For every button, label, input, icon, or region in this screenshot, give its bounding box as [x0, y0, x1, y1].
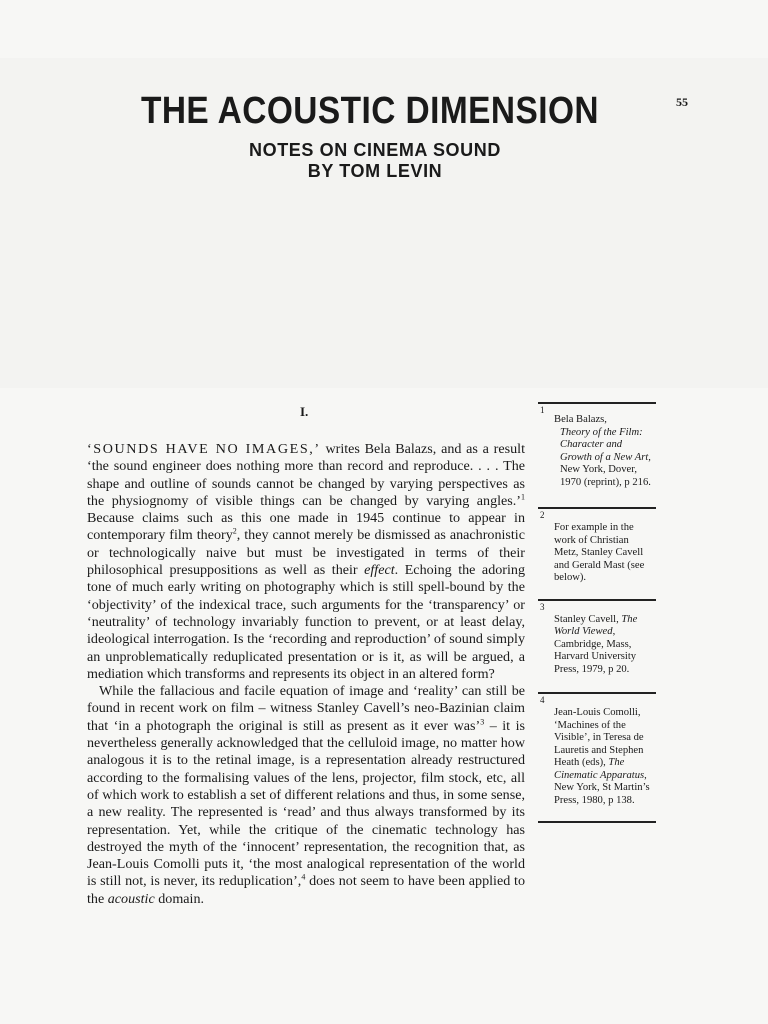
article-title: THE ACOUSTIC DIMENSION [140, 90, 600, 132]
footnote-1 [538, 404, 656, 507]
footnote-text: For example in the work of Christian Metz, Stanley Cavell and Gerald Mast (see below). [554, 522, 645, 583]
paragraph-1-text-d: . Echoing the adoring tone of much early writing on photography which is still spell-bound by the ‘objectivity’ of the indexical trace, such arguments for the ‘transparency’ or ‘neutrality’ of technology invariably function to prevent, or at least delay, ideological interrogation. Is the ‘recording and reproduction’ of sound simply an unproblematically reduplicated presentation or is it, as will be argued, a mediation which transforms and represents its object in an altered form? [87, 562, 525, 682]
footnote-details: , New York, Dover, 1970 (reprint), p 216. [560, 451, 651, 488]
note-divider [538, 821, 656, 823]
section-number: I. [300, 404, 309, 419]
paragraph-2-text-a: While the fallacious and facile equation of image and ‘reality’ can still be found in recent work on film – witness Stanley Cavell’s neo-Bazinian claim that ‘in a photograph the original is still as present as it ever was’ [87, 683, 525, 734]
footnote-number: 1 [540, 405, 545, 415]
emphasis-effect: effect [364, 562, 395, 579]
footnote-title: The World Viewed [554, 613, 638, 637]
footnote-title: Theory of the Film: Character and Growth of a New Art [560, 426, 649, 463]
footnote-details: , Cambridge, Mass, Harvard University Press, 1979, p 20. [554, 626, 637, 675]
footnote-3 [538, 601, 656, 693]
footnote-sidebar [538, 402, 656, 823]
paragraph-1-text-a: writes Bela Balazs, and as a result ‘the sound engineer does nothing more than record and reproduce. . . . The shape and outline of sounds cannot be changed by varying perspectives as the physiognomy of visible things can be changed by varying angles.’ [87, 441, 525, 509]
footnote-title: The Cinematic Apparatus [554, 757, 645, 781]
footnote-author: Stanley Cavell, [554, 613, 619, 625]
footnote-ref-2[interactable]: 2 [232, 526, 237, 536]
paragraph-1 [87, 441, 525, 683]
footnote-text: Jean-Louis Comolli, ‘Machines of the Visible’, in Teresa de Lauretis and Stephen Heath (eds), [554, 707, 644, 768]
footnote-author: Bela Balazs, [554, 414, 607, 425]
opening-quote: ‘SOUNDS HAVE NO IMAGES,’ [87, 441, 321, 457]
emphasis-acoustic: acoustic [107, 890, 155, 907]
footnote-number: 3 [540, 601, 545, 612]
footnote-number: 2 [540, 510, 545, 520]
paragraph-1-text-c: , they cannot merely be dismissed as anachronistic or technologically naive but must be investigated in terms of their philosophical presuppositions as well as their [87, 527, 525, 579]
paragraph-2 [87, 683, 525, 908]
paragraph-2-text-b: – it is nevertheless generally acknowledged that the celluloid image, no matter how analogous it is to the retinal image, is a representation already restructured according to the formalising values of the lens, projector, film stock, etc, all of which work to establish a set of different relations and thus, in some sense, a new reality. The represented is ‘read’ and thus always transformed by its representation. Yet, while the critique of the cinematic technology has destroyed the myth of the ‘innocent’ representation, the recognition that, as Jean-Louis Comolli puts it, ‘the most analogical representation of the world is still not, is never, its reduplication’, [87, 717, 525, 890]
page-number: 55 [676, 95, 688, 109]
footnote-ref-4[interactable]: 4 [301, 872, 306, 882]
footnote-4 [538, 694, 656, 821]
article-body [87, 441, 525, 908]
footnote-number: 4 [540, 695, 545, 705]
paragraph-1-text-b: Because claims such as this one made in 1945 continue to appear in contemporary film theory [87, 510, 525, 544]
footnote-2 [538, 509, 656, 599]
paragraph-2-text-d: domain. [154, 890, 205, 907]
footnote-details: , New York, St Martin’s Press, 1980, p 138. [554, 769, 650, 806]
footnote-ref-1[interactable]: 1 [521, 492, 525, 502]
footnote-ref-3[interactable]: 3 [480, 717, 485, 727]
article-subtitle: NOTES ON CINEMA SOUND [249, 140, 501, 160]
paragraph-2-text-c: does not seem to have been applied to the [87, 873, 525, 907]
article-byline: BY TOM LEVIN [307, 161, 443, 181]
